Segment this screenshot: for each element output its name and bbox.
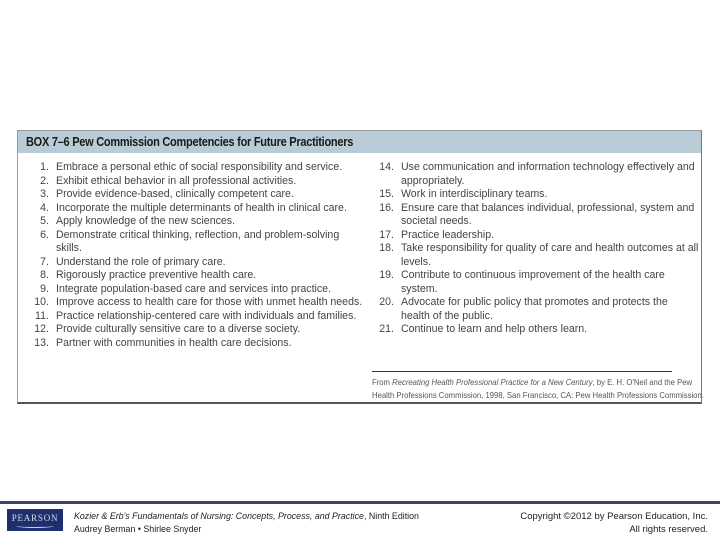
- item-number: 19.: [379, 269, 394, 281]
- footer-divider: [0, 501, 720, 504]
- logo-swoosh-icon: [16, 524, 54, 528]
- item-text: Improve access to health care for those with unmet health needs.: [56, 296, 363, 308]
- footer-citation: [74, 510, 419, 536]
- item-number: 12.: [34, 323, 49, 335]
- list-item: [369, 269, 699, 296]
- item-number: 11.: [35, 309, 49, 322]
- source-line-2: Health Professions Commission, 1998, San Francisco, CA: Pew Health Professions Commission.: [372, 390, 704, 400]
- list-item: [369, 161, 699, 188]
- list-item: [24, 283, 366, 297]
- item-text: Apply knowledge of the new sciences.: [56, 215, 236, 227]
- list-item: [24, 215, 366, 229]
- list-item: [24, 337, 366, 351]
- copyright-line-1: Copyright ©2012 by Pearson Education, Inc.: [520, 511, 708, 522]
- box-header: [18, 131, 701, 153]
- item-number: 18.: [379, 242, 394, 254]
- item-number: 13.: [34, 336, 49, 349]
- item-text: Provide evidence-based, clinically competent care.: [56, 188, 294, 200]
- pearson-logo: [7, 509, 63, 531]
- item-text: Continue to learn and help others learn.: [401, 323, 588, 335]
- list-item: [24, 269, 366, 283]
- item-text: Demonstrate critical thinking, reflection, and problem-solving skills.: [56, 228, 340, 254]
- item-number: 14.: [379, 161, 394, 173]
- item-number: 7.: [40, 255, 49, 268]
- list-item: [24, 323, 366, 337]
- item-text: Incorporate the multiple determinants of health in clinical care.: [56, 201, 347, 214]
- item-text: Contribute to continuous improvement of the health care system.: [401, 269, 665, 295]
- item-text: Integrate population-based care and services into practice.: [56, 282, 332, 295]
- list-item: [24, 296, 366, 310]
- list-item: [24, 202, 366, 216]
- logo-text: PEARSON: [11, 512, 59, 523]
- item-number: 20.: [379, 296, 394, 308]
- item-text: Take responsibility for quality of care and health outcomes at all levels.: [401, 242, 699, 268]
- item-text: Practice relationship-centered care with individuals and families.: [56, 309, 357, 322]
- list-item: [369, 323, 699, 337]
- footer-edition: , Ninth Edition: [363, 511, 419, 522]
- right-column: [369, 161, 699, 337]
- item-number: 6.: [40, 228, 49, 241]
- copyright-line-2: All rights reserved.: [629, 524, 708, 535]
- list-item: [369, 188, 699, 202]
- item-number: 16.: [379, 201, 394, 214]
- footer-copyright: [520, 510, 708, 536]
- item-number: 17.: [379, 228, 394, 241]
- item-number: 9.: [40, 282, 49, 295]
- item-text: Work in interdisciplinary teams.: [401, 188, 548, 200]
- item-text: Ensure care that balances individual, professional, system and societal needs.: [401, 201, 695, 227]
- item-number: 21.: [379, 323, 394, 335]
- list-item: [24, 161, 366, 175]
- item-number: 10.: [34, 296, 49, 308]
- item-text: Understand the role of primary care.: [56, 255, 226, 268]
- list-item: [24, 175, 366, 189]
- item-text: Advocate for public policy that promotes and protects the health of the public.: [401, 296, 668, 322]
- item-text: Rigorously practice preventive health care.: [56, 269, 257, 281]
- footer-book-title: Kozier & Erb's Fundamentals of Nursing: Concepts, Process, and Practice: [74, 511, 364, 522]
- list-item: [369, 242, 699, 269]
- item-text: Practice leadership.: [401, 228, 495, 241]
- item-number: 15.: [379, 188, 394, 200]
- list-item: [24, 310, 366, 324]
- source-line-1: [372, 376, 693, 389]
- list-item: [369, 202, 699, 229]
- footer-authors: Audrey Berman • Shirlee Snyder: [74, 524, 202, 535]
- list-item: [24, 229, 366, 256]
- list-item: [369, 296, 699, 323]
- source-rest: , by E. H. O'Neil and the Pew: [592, 377, 693, 387]
- item-number: 8.: [40, 269, 49, 281]
- item-text: Provide culturally sensitive care to a diverse society.: [56, 323, 301, 335]
- item-number: 1.: [40, 161, 49, 173]
- box-title: BOX 7–6 Pew Commission Competencies for Future Practitioners: [26, 135, 354, 149]
- list-item: [24, 188, 366, 202]
- source-prefix: From: [372, 377, 393, 387]
- item-text: Use communication and information technology effectively and appropriately.: [401, 161, 695, 187]
- item-number: 2.: [40, 174, 49, 187]
- item-number: 3.: [40, 188, 49, 200]
- left-column: [24, 161, 366, 350]
- item-text: Exhibit ethical behavior in all professional activities.: [56, 174, 297, 187]
- list-item: [24, 256, 366, 270]
- item-number: 4.: [40, 201, 49, 214]
- item-number: 5.: [40, 215, 49, 227]
- item-text: Partner with communities in health care decisions.: [56, 336, 292, 349]
- list-item: [369, 229, 699, 243]
- item-text: Embrace a personal ethic of social responsibility and service.: [56, 161, 343, 173]
- source-citation: [372, 371, 704, 402]
- competencies-box: [17, 130, 702, 404]
- source-book-title: Recreating Health Professional Practice for a New Century: [392, 377, 593, 387]
